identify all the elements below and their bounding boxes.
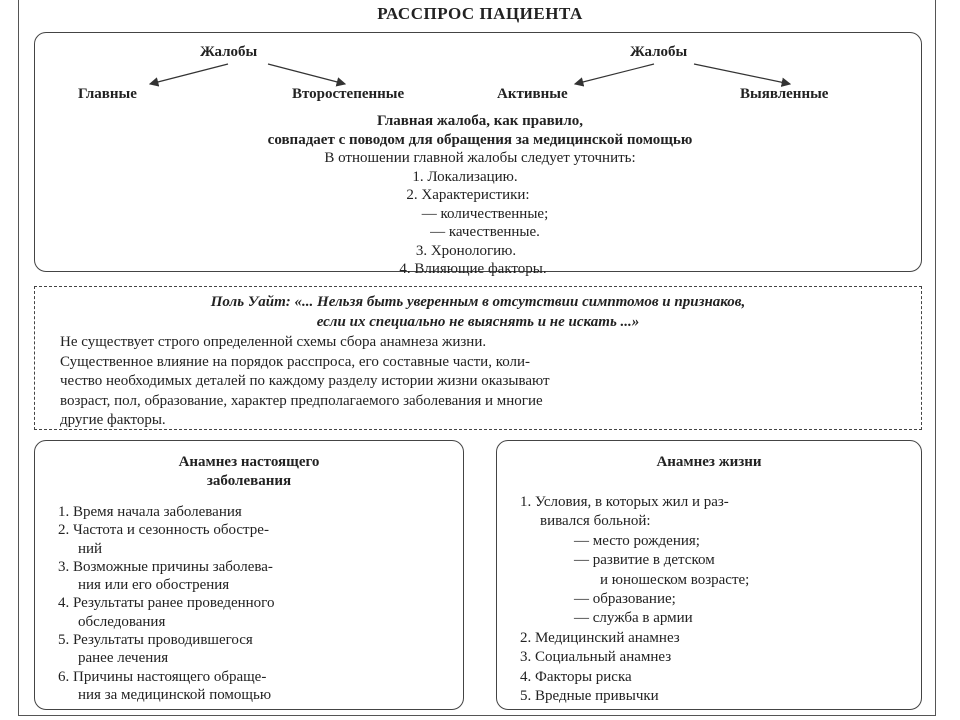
clarify-item: 3. Хронологию. — [415, 242, 517, 259]
main-complaint-line3: В отношении главной жалобы следует уточнить: — [324, 150, 636, 166]
clarify-item: 4. Влияющие факторы. — [399, 261, 547, 277]
list-item-cont: вивался больной: — [540, 513, 651, 530]
list-subitem: — служба в армии — [574, 610, 693, 627]
list-item: 2. Медицинский анамнез — [520, 629, 680, 646]
heading-line: Анамнез настоящего — [178, 454, 320, 470]
complaint-active: Активные — [497, 86, 568, 102]
paragraph-line: Существенное влияние на порядок расспроса, его составные части, коли- — [60, 353, 531, 370]
list-subitem: — образование; — [574, 591, 676, 608]
list-item: 5. Результаты проводившегося — [58, 632, 253, 649]
list-item-cont: ния или его обострения — [78, 577, 230, 594]
list-item: 6. Причины настоящего обраще- — [58, 668, 267, 685]
list-item: 4. Результаты ранее проведенного — [58, 595, 275, 612]
arrow-to-secondary — [268, 64, 345, 84]
paragraph-line: Не существует строго определенной схемы сбора анамнеза жизни. — [60, 334, 487, 350]
list-item: 1. Условия, в которых жил и раз- — [520, 494, 729, 510]
list-item-cont: ний — [78, 540, 103, 557]
arrow-to-main — [150, 64, 228, 84]
arrow-to-active — [575, 64, 654, 84]
clarify-item: 1. Локализацию. — [412, 168, 518, 185]
complaint-revealed: Выявленные — [740, 86, 829, 102]
complaints-left-head: Жалобы — [200, 44, 258, 60]
list-item: 2. Частота и сезонность обостре- — [58, 522, 269, 539]
complaint-main: Главные — [78, 86, 137, 102]
list-item-cont: ния за медицинской помощью — [78, 686, 272, 703]
quote-line1: Поль Уайт: «... Нельзя быть уверенным в отсутствии симптомов и признаков, — [210, 294, 746, 310]
main-complaint-line1: Главная жалоба, как правило, — [376, 113, 583, 129]
paragraph-line: чество необходимых деталей по каждому разделу истории жизни оказывают — [60, 373, 550, 389]
life-history-paragraph — [60, 333, 910, 431]
present-illness-heading — [34, 453, 464, 491]
list-item: 1. Время начала заболевания — [58, 504, 242, 520]
life-history-heading: Анамнез жизни — [656, 454, 762, 470]
life-history-list — [520, 493, 920, 706]
quote-block — [40, 292, 916, 332]
complaint-secondary: Второстепенные — [292, 86, 405, 102]
clarify-subitem: — количественные; — [421, 205, 549, 222]
list-subitem-cont: и юношеском возрасте; — [600, 571, 750, 588]
complaints-right-head: Жалобы — [630, 44, 688, 60]
arrow-to-revealed — [694, 64, 790, 84]
clarify-item: 2. Характеристики: — [406, 187, 530, 203]
main-complaint-line2: совпадает с поводом для обращения за медицинской помощью — [267, 131, 693, 148]
main-complaint-block — [0, 112, 960, 279]
quote-line2: если их специально не выяснять и не искать ...» — [316, 314, 640, 330]
list-item: 5. Вредные привычки — [520, 688, 659, 705]
present-illness-list — [58, 503, 458, 704]
list-item-cont: обследования — [78, 613, 166, 630]
list-item: 4. Факторы риска — [520, 668, 632, 685]
list-item-cont: ранее лечения — [78, 650, 169, 667]
list-subitem: — развитие в детском — [574, 552, 715, 569]
list-item: 3. Социальный анамнез — [520, 649, 672, 666]
heading-line: заболевания — [206, 473, 292, 489]
paragraph-line: другие факторы. — [60, 412, 166, 428]
clarify-subitem: — качественные. — [430, 224, 540, 240]
paragraph-line: возраст, пол, образование, характер предполагаемого заболевания и многие — [60, 392, 543, 409]
page-title: РАССПРОС ПАЦИЕНТА — [377, 4, 583, 23]
list-item: 3. Возможные причины заболева- — [58, 558, 273, 575]
list-subitem: — место рождения; — [574, 532, 700, 549]
